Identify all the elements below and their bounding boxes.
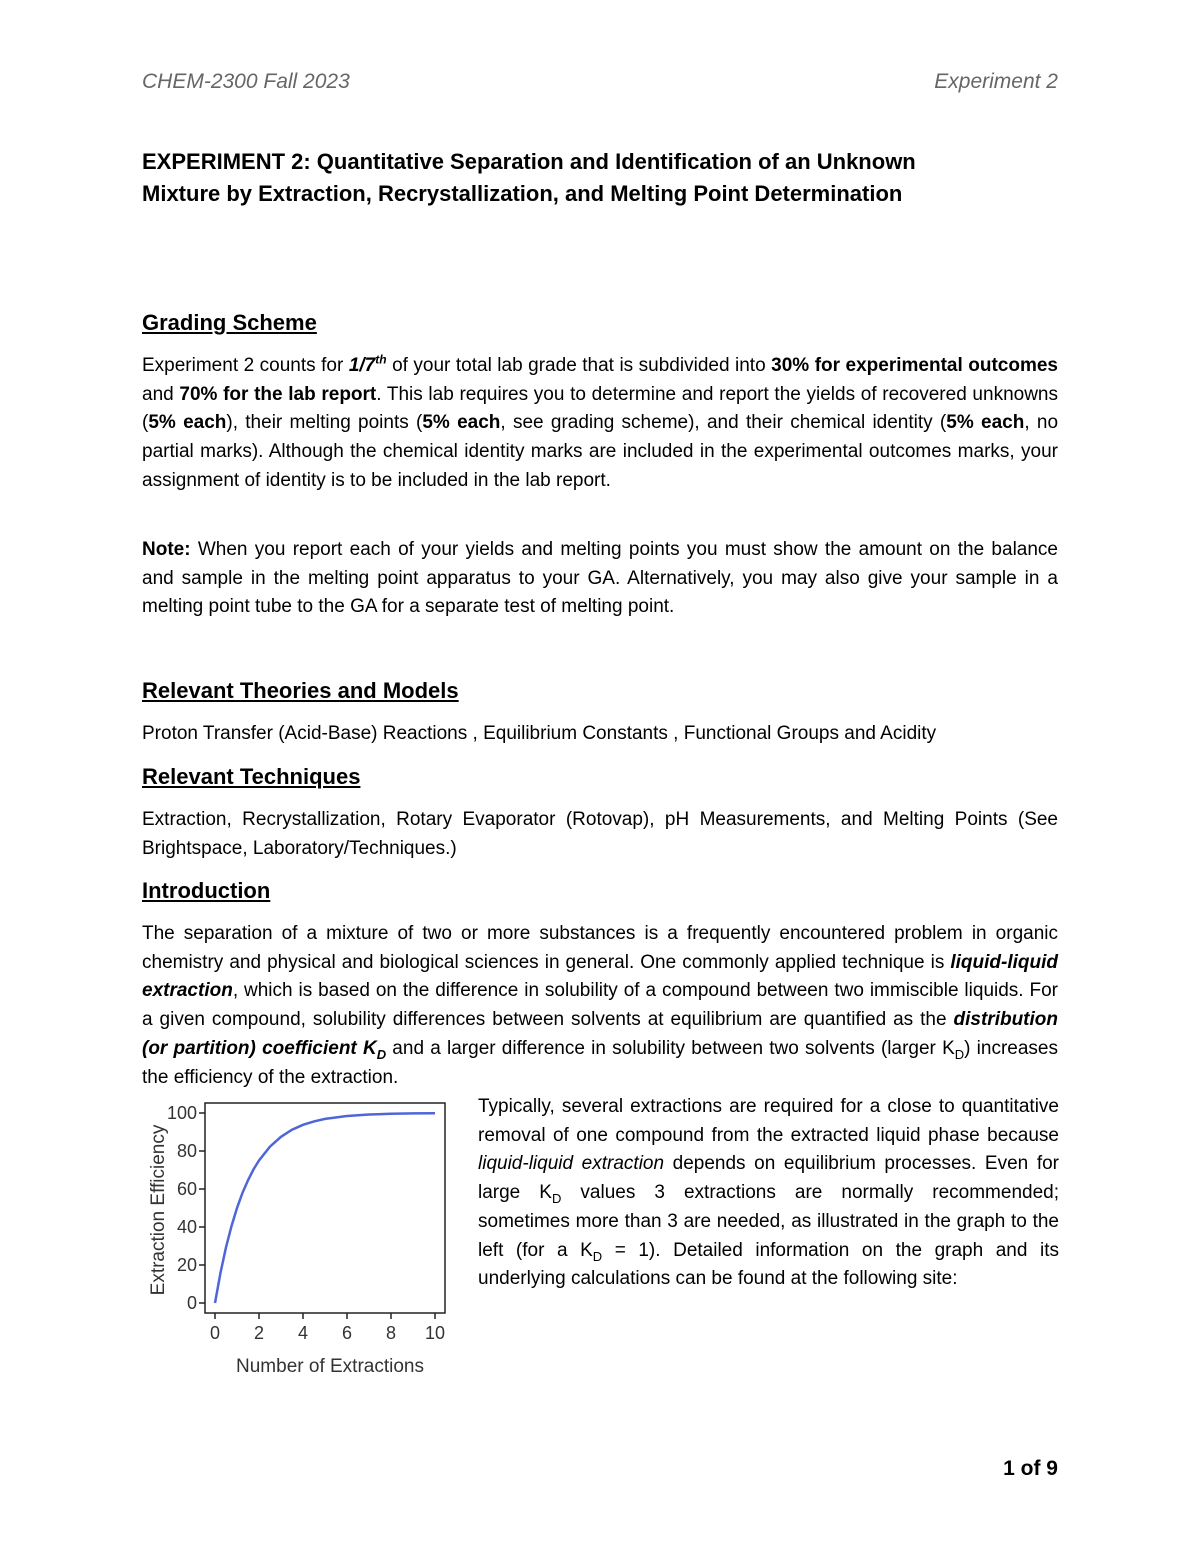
bold-run: 70% for the lab report [179, 383, 377, 405]
techniques-text: Extraction, Recrystallization, Rotary Evaporator (Rotovap), pH Measurements, and Melting Points (See Brightspace, Laboratory/Techniques.) [142, 809, 1058, 859]
bold-run: 30% for experimental outcomes [771, 355, 1058, 376]
text-run: depends on equilibrium processes. Even for large K [478, 1153, 1059, 1204]
header-course: CHEM-2300 Fall 2023 [142, 70, 350, 93]
x-tick-label: 0 [209, 1323, 221, 1343]
text-run: ) increases the efficiency of the extraction. [142, 1037, 1058, 1088]
grading-heading: Grading Scheme [142, 310, 317, 335]
page-number: 1 of 9 [1003, 1457, 1058, 1480]
text-run: ), their melting points ( [226, 412, 423, 434]
introduction-heading: Introduction [142, 878, 271, 903]
text-run: . This lab requires you to determine and report the yields of recovered unknowns ( [142, 383, 1058, 434]
subscript: D [954, 1046, 965, 1062]
text-run: values 3 extractions are normally recommended; sometimes more than 3 are needed, as illustrated in the graph to the left (for a K [478, 1182, 1059, 1261]
italic-run: liquid-liquid extraction [478, 1153, 665, 1175]
bold-run: 5% each [946, 412, 1025, 434]
theories-heading: Relevant Theories and Models [142, 678, 459, 703]
document-title [142, 146, 1058, 210]
subscript: D [551, 1190, 562, 1206]
text-run: , which is based on the difference in solubility of a compound between two immiscible liquids. For a given compound, solubility differences between solvents at equilibrium are quantified as the [142, 980, 1058, 1031]
x-tick-label: 6 [341, 1323, 353, 1343]
note-text: When you report each of your yields and melting points you must show the amount on the balance and sample in the melting point apparatus to your GA. Alternatively, you may also give your sample in a melting point tube to the GA for a separate test of melting point. [142, 539, 1058, 618]
y-axis-label: Extraction Efficiency [148, 1124, 169, 1296]
title-line-1: EXPERIMENT 2: Quantitative Separation and Identification of an Unknown [142, 149, 916, 174]
note-paragraph [142, 536, 1058, 622]
text-run: Typically, several extractions are required for a close to quantitative removal of one compound from the extracted liquid phase because [478, 1096, 1059, 1146]
grading-paragraph [142, 352, 1058, 496]
techniques-heading: Relevant Techniques [142, 764, 361, 789]
text-run: and [142, 383, 180, 405]
text-run: = 1). Detailed information on the graph and its underlying calculations can be found at the following site: [478, 1239, 1059, 1290]
header-experiment: Experiment 2 [934, 70, 1058, 93]
fraction-sup: th [375, 352, 387, 367]
x-tick-label: 4 [297, 1323, 309, 1343]
text-run: Experiment 2 counts for [142, 355, 349, 376]
fraction: 1/7 [348, 355, 376, 376]
text-run: and a larger difference in solubility between two solvents (larger K [386, 1037, 955, 1059]
text-run: The separation of a mixture of two or more substances is a frequently encountered problem in organic chemistry and physical and biological sciences in general. One commonly applied technique is [142, 923, 1058, 973]
series-line-kd-1 [215, 1113, 435, 1303]
extraction-paragraph [478, 1093, 1059, 1294]
title-line-2: Mixture by Extraction, Recrystallization, and Melting Point Determination [142, 181, 903, 206]
x-axis-label: Number of Extractions [236, 1356, 424, 1377]
bold-run: 5% each [422, 412, 501, 434]
text-run: , no partial marks). Although the chemical identity marks are included in the experimental outcomes marks, your assignment of identity is to be included in the lab report. [142, 412, 1059, 491]
y-tick-label: 60 [176, 1179, 197, 1199]
x-tick-label: 10 [424, 1323, 446, 1343]
x-tick-label: 2 [253, 1323, 265, 1343]
introduction-paragraph [142, 920, 1058, 1092]
x-axis [210, 1313, 445, 1343]
y-axis [167, 1103, 205, 1313]
bold-run: 5% each [148, 412, 227, 434]
y-tick-label: 20 [176, 1255, 197, 1275]
theories-text: Proton Transfer (Acid-Base) Reactions , Equilibrium Constants , Functional Groups and Acidity [142, 723, 937, 744]
term-liquid-liquid-extraction: liquid-liquid extraction [142, 951, 1058, 1002]
x-tick-label: 8 [385, 1323, 397, 1343]
y-tick-label: 80 [176, 1141, 197, 1161]
y-tick-label: 40 [176, 1217, 197, 1237]
note-label: Note: [142, 539, 191, 560]
subscript: D [592, 1248, 603, 1264]
y-tick-label: 100 [166, 1103, 197, 1123]
term-distribution-coefficient: distribution (or partition) coefficient K [142, 1009, 1058, 1059]
text-run: of your total lab grade that is subdivided into [386, 355, 772, 376]
subscript: D [376, 1046, 387, 1062]
text-run: , see grading scheme), and their chemical identity ( [500, 412, 947, 434]
extraction-efficiency-chart [140, 1088, 470, 1388]
y-tick-label: 0 [186, 1293, 197, 1313]
plot-frame [205, 1103, 445, 1313]
